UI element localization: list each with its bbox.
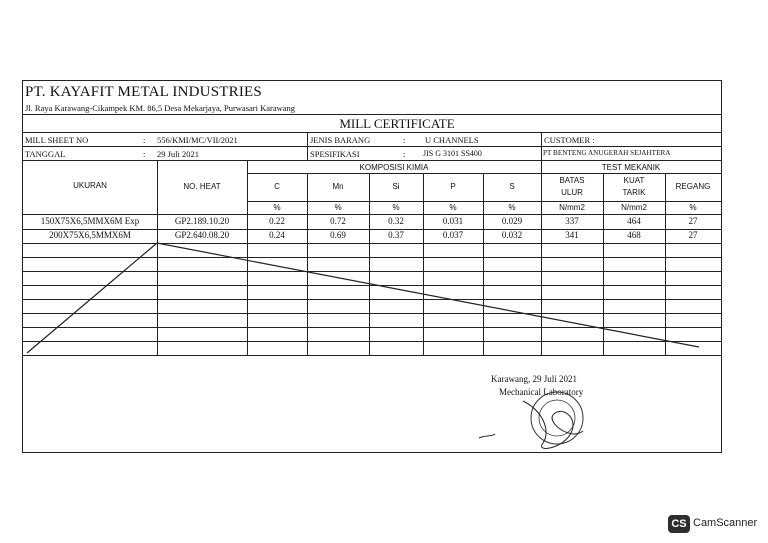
row1-ukuran: 150X75X6,5MMX6M Exp — [40, 216, 140, 226]
row1-mn: 0.72 — [330, 216, 346, 226]
unit-kuat: N/mm2 — [621, 203, 647, 212]
mill-sheet-value: 556/KMI/MC/VII/2021 — [157, 135, 238, 145]
row1-c: 0.22 — [269, 216, 285, 226]
unit-mn: % — [334, 203, 342, 212]
c-header: C — [274, 182, 280, 191]
unit-c: % — [273, 203, 281, 212]
jenis-label: JENIS BARANG — [310, 135, 371, 145]
unit-s: % — [508, 203, 516, 212]
jenis-colon: : — [403, 135, 406, 145]
company-name: PT. KAYAFIT METAL INDUSTRIES — [25, 84, 262, 100]
unit-si: % — [392, 203, 400, 212]
heat-header: NO. HEAT — [183, 182, 221, 191]
row1-si: 0.32 — [388, 216, 404, 226]
spesifikasi-value: JIS G 3101 SS400 — [423, 149, 482, 158]
unit-p: % — [449, 203, 457, 212]
stamp-signature — [23, 81, 723, 454]
unit-regang: % — [689, 203, 697, 212]
tanggal-value: 29 Juli 2021 — [157, 149, 200, 159]
row1-heat: GP2.189.10.20 — [174, 216, 230, 226]
customer-value: PT BENTENG ANUGERAH SEJAHTERA — [543, 149, 671, 157]
batas-header-2: ULUR — [561, 188, 583, 197]
row2-ukuran: 200X75X6,5MMX6M — [49, 230, 131, 240]
place-date: Karawang, 29 Juli 2021 — [491, 374, 577, 384]
batas-header-1: BATAS — [559, 176, 585, 185]
row1-p: 0.031 — [442, 216, 464, 226]
row2-batas: 341 — [565, 230, 579, 240]
si-header: Si — [392, 182, 400, 191]
row1-s: 0.029 — [501, 216, 523, 226]
row2-mn: 0.69 — [330, 230, 346, 240]
camscanner-logo-icon: CS — [668, 515, 690, 533]
company-address: Jl. Raya Karawang-Cikampek KM. 86,5 Desa Mekarjaya, Purwasari Karawang — [25, 103, 296, 113]
stamp-inner-circle — [539, 400, 575, 436]
unit-batas: N/mm2 — [559, 203, 585, 212]
mill-certificate — [22, 80, 722, 453]
test-header: TEST MEKANIK — [601, 163, 661, 172]
kuat-header-1: KUAT — [623, 176, 645, 185]
jenis-value: U CHANNELS — [425, 135, 479, 145]
spesifikasi-label: SPESIFIKASI — [310, 149, 360, 159]
row2-kuat: 468 — [627, 230, 641, 240]
row2-c: 0.24 — [269, 230, 285, 240]
row1-batas: 337 — [565, 216, 579, 226]
tanggal-label: TANGGAL — [25, 149, 66, 159]
regang-header: REGANG — [675, 182, 711, 191]
row1-regang: 27 — [688, 216, 698, 226]
mill-sheet-label: MILL SHEET NO — [25, 135, 89, 145]
tanggal-colon: : — [143, 149, 146, 159]
row1-kuat: 464 — [627, 216, 641, 226]
mn-header: Mn — [332, 182, 344, 191]
camscanner-watermark: CamScanner — [693, 517, 758, 529]
ukuran-header: UKURAN — [73, 181, 107, 190]
row2-s: 0.032 — [501, 230, 523, 240]
signature-tail — [479, 434, 495, 438]
row2-p: 0.037 — [442, 230, 464, 240]
customer-label: CUSTOMER : — [544, 135, 595, 145]
mill-sheet-colon: : — [143, 135, 146, 145]
row2-heat: GP2.640.08.20 — [174, 230, 230, 240]
lab-name: Mechanical Laboratory — [499, 387, 584, 397]
s-header: S — [509, 182, 515, 191]
row2-regang: 27 — [688, 230, 698, 240]
komposisi-header: KOMPOSISI KIMIA — [359, 163, 429, 172]
spesifikasi-colon: : — [403, 149, 406, 159]
p-header: P — [450, 182, 456, 191]
certificate-title: MILL CERTIFICATE — [339, 116, 455, 131]
row2-si: 0.37 — [388, 230, 404, 240]
kuat-header-2: TARIK — [622, 188, 646, 197]
